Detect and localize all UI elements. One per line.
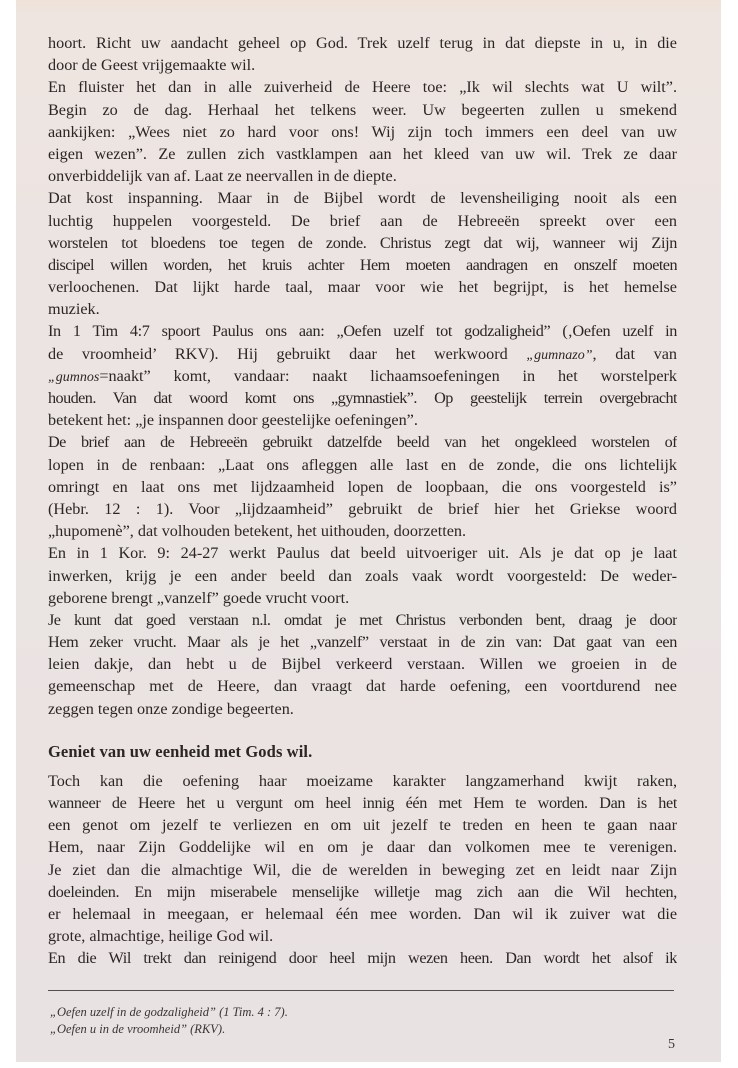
text-line: eigen wezen”. Ze zullen zich vastklampen aan het kleed van uw wil. Trek ze daar	[48, 144, 677, 163]
text-line: Dat kost inspanning. Maar in de Bijbel wordt de levensheiliging nooit als een	[48, 189, 677, 208]
text-line: Begin zo de dag. Herhaal het telkens weer. Uw begeerten zullen u smekend	[48, 100, 677, 119]
text-line: „hupomenè”, dat volhouden betekent, het uithouden, doorzetten.	[48, 522, 467, 541]
section-heading: Geniet van uw eenheid met Gods wil.	[48, 741, 313, 761]
text-line: door de Geest vrijgemaakte wil.	[48, 56, 256, 75]
text-line: En in 1 Kor. 9: 24-27 werkt Paulus dat beeld uitvoeriger uit. Als je dat op je laat	[48, 544, 677, 563]
text-segment: de vroomheid’ RKV). Hij gebruikt daar het werkwoord	[48, 344, 527, 363]
text-line: gemeenschap met de Heere, dan vraagt dat harde oefening, een voortdurend nee	[48, 677, 677, 696]
text-line: En fluister het dan in alle zuiverheid de Heere toe: „Ik wil slechts wat U wilt”.	[48, 78, 677, 97]
text-segment: , dat van	[592, 344, 677, 363]
text-line: En die Wil trekt dan reinigend door heel mijn wezen heen. Dan wordt het alsof ik	[48, 949, 677, 968]
text-line: lopen in de renbaan: „Laat ons afleggen alle last en de zonde, die ons lichtelijk	[48, 455, 677, 474]
text-line	[48, 343, 677, 365]
text-line: verloochenen. Dat lijkt harde taal, maar voor wie het begrijpt, is het hemelse	[48, 278, 677, 297]
text-line: wanneer de Heere het u vergunt om heel innig één met Hem te worden. Dan is het	[48, 794, 677, 812]
text-line	[48, 365, 677, 387]
text-line: betekent het: „je inspannen door geestelijke oefeningen”.	[48, 411, 418, 430]
text-line: er helemaal in meegaan, er helemaal één mee worden. Dan wil ik zuiver wat die	[48, 904, 677, 923]
text-line: doeleinden. En mijn miserabele menselijke willetje mag zich aan die Wil hechten,	[48, 882, 677, 901]
text-line: leien dakje, dan hebt u de Bijbel verkeerd verstaan. Willen we groeien in de	[48, 655, 677, 674]
footnote-divider	[48, 990, 674, 991]
footnotes	[50, 1004, 610, 1038]
text-line: In 1 Tim 4:7 spoort Paulus ons aan: „Oefen uzelf tot godzaligheid” (‚Oefen uzelf in	[48, 322, 677, 341]
text-line: (Hebr. 12 : 1). Voor „lijdzaamheid” gebruikt de brief hier het Griekse woord	[48, 499, 677, 518]
text-line: Hem zeker vrucht. Maar als je het „vanzelf” verstaat in de zin van: Dat gaat van een	[48, 633, 677, 652]
text-line: De brief aan de Hebreeën gebruikt datzelfde beeld van het ongekleed worstelen of	[48, 433, 677, 452]
text-line: muziek.	[48, 300, 100, 319]
text-column	[48, 32, 677, 970]
text-line: Je kunt dat goed verstaan n.l. omdat je met Christus verbonden bent, draag je door	[48, 610, 677, 629]
text-line: hoort. Richt uw aandacht geheel op God. Trek uzelf terug in dat diepste in u, in die	[48, 34, 677, 52]
text-line: een genot om jezelf te verliezen en om uit jezelf te treden en heen te gaan naar	[48, 816, 677, 835]
italic-term-gumnos: „gumnos	[48, 369, 100, 385]
text-line: discipel willen worden, het kruis achter Hem moeten aandragen en onszelf moeten	[48, 255, 677, 274]
text-line: luchtig huppelen voorgesteld. De brief aan de Hebreeën spreekt over een	[48, 211, 677, 230]
text-line: Hem, naar Zijn Goddelijke wil en om je daar dan volkomen mee te verenigen.	[48, 838, 677, 857]
text-line: onverbiddelijk van af. Laat ze neervallen in de diepte.	[48, 167, 397, 186]
page-top-shade	[16, 0, 721, 14]
text-line: zeggen tegen onze zondige begeerten.	[48, 699, 294, 718]
text-line: worstelen tot bloedens toe tegen de zonde. Christus zegt dat wij, wanneer wij Zijn	[48, 233, 677, 252]
text-line: grote, almachtige, heilige God wil.	[48, 927, 274, 946]
footnote-1: „Oefen uzelf in de godzaligheid” (1 Tim. 4 : 7).	[50, 1005, 288, 1019]
footnote-2: „Oefen u in de vroomheid” (RKV).	[50, 1022, 226, 1036]
text-line: aankijken: „Wees niet zo hard voor ons! Wij zijn toch immers een deel van uw	[48, 122, 677, 141]
page-number: 5	[668, 1037, 675, 1052]
text-line: geborene brengt „vanzelf” goede vrucht voort.	[48, 588, 350, 607]
italic-term-gumnazo: „gumnazo”	[526, 347, 593, 363]
text-line: omringt en laat ons met lijdzaamheid lopen de loopbaan, die ons voorgesteld is”	[48, 477, 677, 496]
text-line: Toch kan die oefening haar moeizame karakter langzamerhand kwijt raken,	[48, 771, 677, 790]
text-line: inwerken, krijg je een ander beeld dan zoals vaak wordt voorgesteld: De weder-	[48, 566, 677, 585]
text-segment: =naakt” komt, vandaar: naakt lichaamsoefeningen in het worstelperk	[99, 366, 677, 385]
body-text-section-2	[48, 770, 677, 970]
text-line: houden. Van dat woord komt ons „gymnastiek”. Op geestelijk terrein overgebracht	[48, 389, 677, 407]
text-line: Je ziet dan die almachtige Wil, die de werelden in beweging zet en leidt naar Zijn	[48, 860, 677, 879]
body-text-section-1	[48, 32, 677, 720]
